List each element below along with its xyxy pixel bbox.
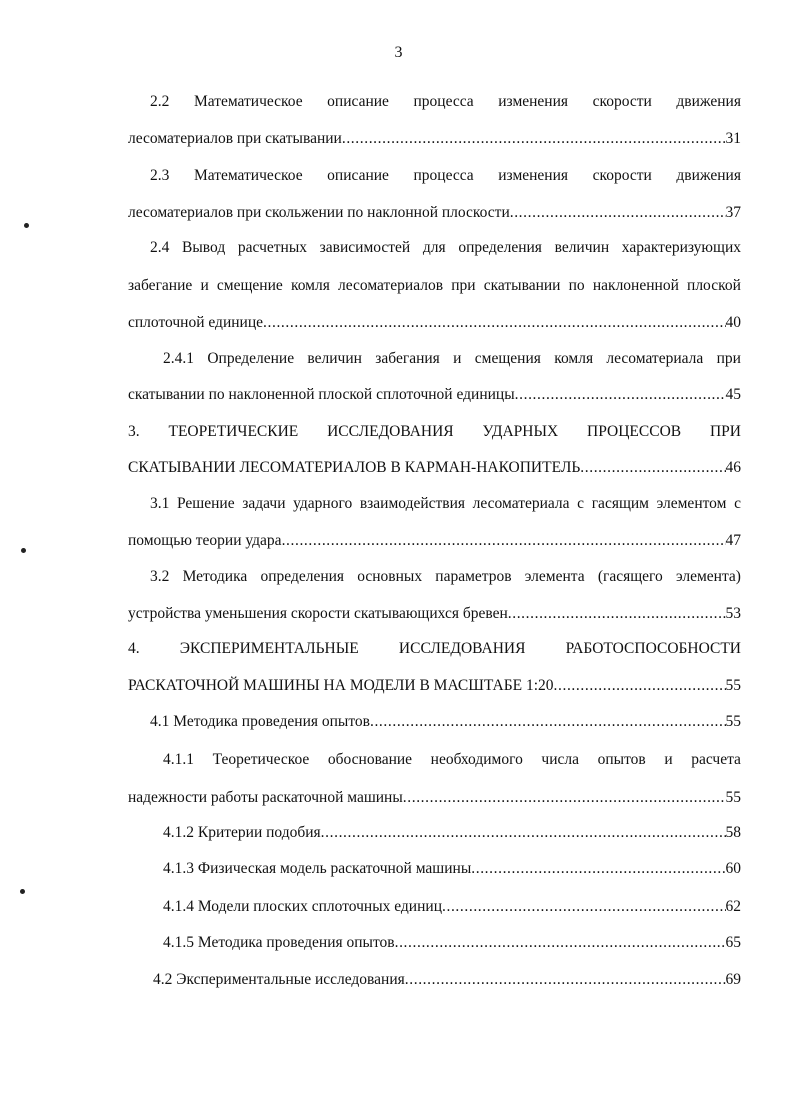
- toc-page-number: 65: [725, 934, 741, 951]
- dot-leader: [342, 128, 726, 150]
- toc-leader-line: [163, 858, 741, 880]
- dot-leader: [580, 457, 725, 479]
- toc-entry-text: 4.1.4 Модели плоских сплоточных единиц: [163, 898, 442, 915]
- toc-page-number: 60: [725, 860, 741, 877]
- toc-page-number: 62: [725, 898, 741, 915]
- toc-word: наклоненной: [592, 277, 679, 294]
- toc-word: скорости: [592, 167, 652, 184]
- toc-word: основных: [357, 568, 423, 585]
- toc-word: элемента): [675, 568, 741, 585]
- toc-page-number: 40: [725, 314, 741, 331]
- toc-word: величин: [554, 239, 610, 256]
- toc-entry-text: сплоточной единице: [128, 314, 264, 331]
- toc-word: и: [200, 277, 209, 294]
- toc-word: взаимодействия: [359, 495, 466, 512]
- toc-word: гасящим: [591, 495, 649, 512]
- toc-word: (гасящего: [597, 568, 663, 585]
- toc-word: лесоматериала: [606, 350, 704, 367]
- dot-leader: [370, 711, 726, 733]
- toc-entry-text: лесоматериалов при скатывании: [128, 130, 342, 147]
- toc-entry-text: 4.1.2 Критерии подобия: [163, 824, 321, 841]
- toc-word: ИССЛЕДОВАНИЯ: [327, 423, 454, 440]
- toc-word: обоснование: [327, 751, 413, 768]
- toc-entry-text: 4.1.3 Физическая модель раскаточной машины: [163, 860, 472, 877]
- toc-word: лесоматериалов: [338, 277, 444, 294]
- toc-word: ПРОЦЕССОВ: [587, 423, 682, 440]
- toc-leader-line: [163, 822, 741, 844]
- toc-leader-line: [128, 603, 741, 625]
- dot-leader: [471, 858, 725, 880]
- toc-word: элемента: [524, 568, 585, 585]
- toc-leader-line: [153, 969, 741, 991]
- toc-word: элементом: [656, 495, 727, 512]
- toc-word: Теоретическое: [212, 751, 310, 768]
- toc-word: ТЕОРЕТИЧЕСКИЕ: [168, 423, 299, 440]
- toc-word: скорости: [592, 93, 652, 110]
- toc-word: смещение: [216, 277, 283, 294]
- toc-entry-text: 4.1.5 Методика проведения опытов: [163, 934, 395, 951]
- toc-title-line: [128, 638, 741, 660]
- toc-page-number: 45: [725, 386, 741, 403]
- toc-title-line: [150, 493, 741, 515]
- toc-word: опытов: [597, 751, 646, 768]
- toc-word: Определение: [207, 350, 295, 367]
- dot-leader: [321, 822, 726, 844]
- toc-page-number: 46: [725, 459, 741, 476]
- dot-leader: [263, 312, 725, 334]
- toc-word: при: [451, 277, 476, 294]
- binding-mark: [21, 548, 26, 553]
- toc-leader-line: [128, 128, 741, 150]
- toc-word: скатывании: [483, 277, 561, 294]
- toc-entry-text: 4.2 Экспериментальные исследования: [153, 971, 405, 988]
- dot-leader: [403, 787, 726, 809]
- page-number: 3: [394, 44, 403, 61]
- toc-word: расчета: [691, 751, 741, 768]
- toc-word: с: [577, 495, 585, 512]
- toc-word: процесса: [413, 167, 474, 184]
- toc-page-number: 55: [725, 789, 741, 806]
- toc-leader-line: [128, 787, 741, 809]
- toc-word: с: [734, 495, 741, 512]
- toc-word: Решение: [177, 495, 235, 512]
- toc-word: изменения: [498, 167, 569, 184]
- toc-word: комля: [554, 350, 594, 367]
- toc-word: определения: [458, 239, 542, 256]
- toc-title-line: [150, 566, 741, 588]
- toc-word: задачи: [242, 495, 286, 512]
- toc-title-line: [128, 275, 741, 297]
- toc-word: движения: [676, 167, 741, 184]
- toc-word: забегание: [128, 277, 193, 294]
- toc-word: Математическое: [193, 167, 303, 184]
- toc-entry-text: устройства уменьшения скорости скатывающихся бревен: [128, 605, 508, 622]
- toc-title-line: [163, 348, 741, 370]
- toc-word: Вывод: [182, 239, 226, 256]
- toc-word: движения: [676, 93, 741, 110]
- toc-word: при: [716, 350, 741, 367]
- toc-entry-text: надежности работы раскаточной машины: [128, 789, 403, 806]
- toc-word: зависимостей: [319, 239, 411, 256]
- dot-leader: [510, 202, 726, 224]
- toc-word: изменения: [498, 93, 569, 110]
- toc-page-number: 69: [725, 971, 741, 988]
- toc-page-number: 58: [725, 824, 741, 841]
- toc-entry-text: помощью теории удара: [128, 532, 282, 549]
- toc-word: 2.2: [150, 93, 170, 110]
- toc-page-number: 55: [725, 677, 741, 694]
- toc-word: 4.: [128, 640, 140, 657]
- toc-word: комля: [290, 277, 330, 294]
- toc-word: расчетных: [237, 239, 307, 256]
- toc-word: числа: [541, 751, 580, 768]
- toc-word: характеризующих: [621, 239, 741, 256]
- toc-leader-line: [163, 932, 741, 954]
- toc-leader-line: [128, 675, 741, 697]
- toc-page-number: 53: [725, 605, 741, 622]
- toc-word: смещения: [474, 350, 541, 367]
- toc-word: ПРИ: [709, 423, 741, 440]
- binding-mark: [20, 889, 25, 894]
- toc-word: 2.4.1: [163, 350, 194, 367]
- toc-leader-line: [128, 202, 741, 224]
- toc-word: 3.2: [150, 568, 170, 585]
- dot-leader: [442, 896, 726, 918]
- toc-word: забегания: [375, 350, 440, 367]
- toc-title-line: [150, 237, 741, 259]
- toc-word: процесса: [413, 93, 474, 110]
- toc-word: РАБОТОСПОСОБНОСТИ: [565, 640, 741, 657]
- toc-word: определения: [260, 568, 345, 585]
- toc-word: лесоматериала: [472, 495, 570, 512]
- toc-entry-text: скатывании по наклоненной плоской сплоточной единицы: [128, 386, 515, 403]
- binding-mark: [24, 223, 29, 228]
- dot-leader: [554, 675, 726, 697]
- toc-word: описание: [327, 93, 389, 110]
- toc-word: по: [568, 277, 585, 294]
- toc-word: 2.4: [150, 239, 170, 256]
- toc-word: Математическое: [193, 93, 303, 110]
- toc-title-line: [150, 91, 741, 113]
- toc-word: и: [453, 350, 462, 367]
- dot-leader: [515, 384, 726, 406]
- toc-leader-line: [128, 384, 741, 406]
- toc-word: необходимого: [430, 751, 523, 768]
- toc-word: для: [422, 239, 446, 256]
- toc-title-line: [163, 749, 741, 771]
- toc-word: и: [664, 751, 673, 768]
- toc-entry-text: СКАТЫВАНИИ ЛЕСОМАТЕРИАЛОВ В КАРМАН-НАКОПИТЕЛЬ: [128, 459, 581, 476]
- toc-word: плоской: [687, 277, 741, 294]
- toc-word: ударного: [293, 495, 353, 512]
- toc-word: 3.: [128, 423, 140, 440]
- toc-leader-line: [163, 896, 741, 918]
- toc-word: 2.3: [150, 167, 170, 184]
- toc-word: величин: [307, 350, 362, 367]
- toc-page-number: 37: [725, 204, 741, 221]
- toc-word: УДАРНЫХ: [482, 423, 559, 440]
- toc-leader-line: [128, 530, 741, 552]
- toc-leader-line: [128, 457, 741, 479]
- toc-entry-text: 4.1 Методика проведения опытов: [150, 713, 370, 730]
- toc-word: Методика: [182, 568, 248, 585]
- toc-page-number: 55: [725, 713, 741, 730]
- toc-word: ИССЛЕДОВАНИЯ: [398, 640, 526, 657]
- toc-entry-text: РАСКАТОЧНОЙ МАШИНЫ НА МОДЕЛИ В МАСШТАБЕ 1:20: [128, 677, 554, 694]
- toc-title-line: [150, 165, 741, 187]
- dot-leader: [282, 530, 726, 552]
- toc-leader-line: [150, 711, 741, 733]
- toc-leader-line: [128, 312, 741, 334]
- toc-word: 3.1: [150, 495, 170, 512]
- toc-word: ЭКСПЕРИМЕНТАЛЬНЫЕ: [179, 640, 359, 657]
- toc-page-number: 47: [725, 532, 741, 549]
- toc-title-line: [128, 421, 741, 443]
- toc-word: описание: [327, 167, 389, 184]
- toc-word: параметров: [435, 568, 512, 585]
- toc-word: 4.1.1: [163, 751, 194, 768]
- dot-leader: [395, 932, 726, 954]
- dot-leader: [508, 603, 726, 625]
- dot-leader: [405, 969, 726, 991]
- toc-entry-text: лесоматериалов при скольжении по наклонной плоскости: [128, 204, 510, 221]
- toc-page-number: 31: [725, 130, 741, 147]
